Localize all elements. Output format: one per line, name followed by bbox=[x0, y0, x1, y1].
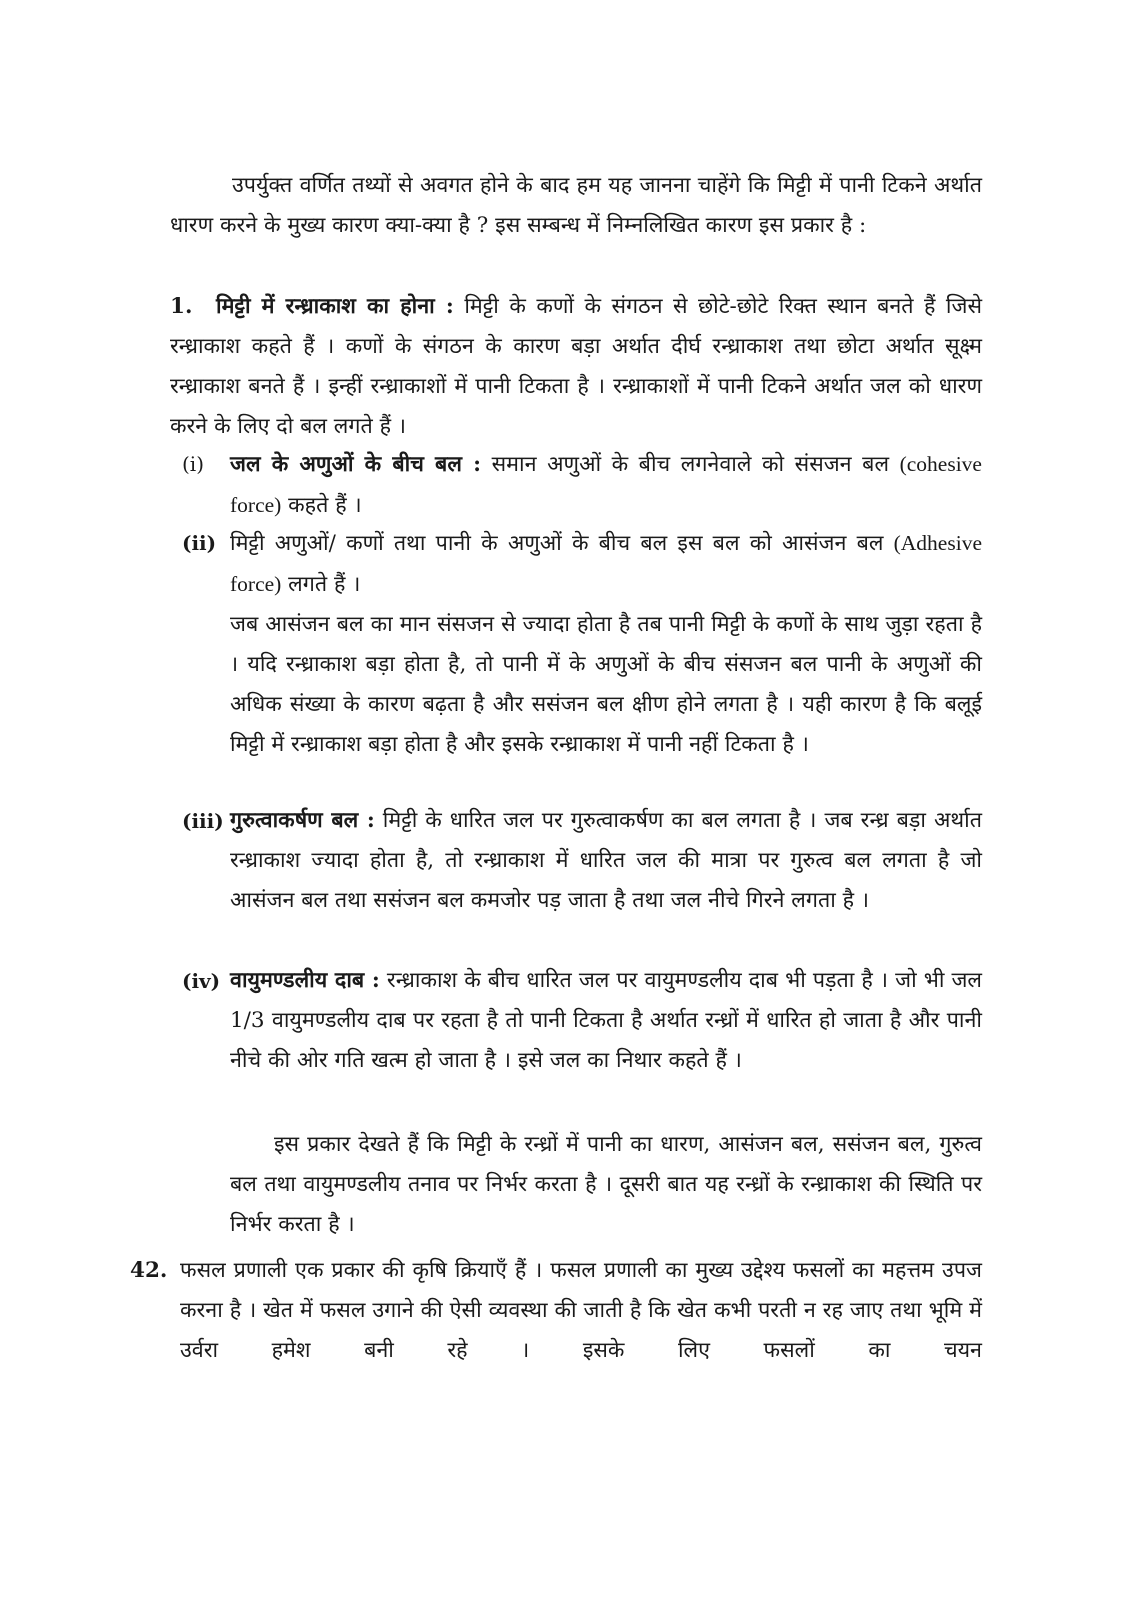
item-ii-paragraph-2: जब आसंजन बल का मान संसजन से ज्यादा होता है तब पानी मिट्टी के कणों के साथ जुड़ा रहता है । यदि रन्ध्राकाश बड़ा होता है, तो पानी में के अणुओं के बीच संसजन बल पानी के अणुओं की अधिक संख्या के कारण बढ़ता है और ससंजन बल क्षीण होने लगता है । यही कारण है कि बलूई मिट्टी में रन्ध्राकाश बड़ा होता है और इसके रन्ध्राकाश में पानी नहीं टिकता है । bbox=[230, 612, 982, 757]
item-ii-label: (ii) bbox=[182, 531, 217, 555]
item-iv-text: रन्ध्राकाश के बीच धारित जल पर वायुमण्डलीय दाब भी पड़ता है । जो भी जल 1/3 वायुमण्डलीय दाब पर रहता है तो पानी टिकता है अर्थात रन्ध्रों में धारित हो जाता है और पानी नीचे की ओर गति खत्म हो जाता है । इसे जल का निथार कहते हैं । bbox=[230, 968, 982, 1073]
item-i-text: समान अणुओं के बीच लगनेवाले को संसजन बल bbox=[491, 452, 890, 477]
item-iii-body bbox=[230, 801, 982, 921]
item-i-english: (cohesive force) bbox=[230, 452, 982, 517]
intro-paragraph: उपर्युक्त वर्णित तथ्यों से अवगत होने के बाद हम यह जानना चाहेंगे कि मिट्टी में पानी टिकने अर्थात धारण करने के मुख्य कारण क्या-क्या है ? इस सम्बन्ध में निम्नलिखित कारण इस प्रकार है : bbox=[170, 173, 982, 238]
item-ii-text: मिट्टी अणुओं/ कणों तथा पानी के अणुओं के बीच बल इस बल को आसंजन बल bbox=[230, 531, 884, 556]
section-1-text: मिट्टी के कणों के संगठन से छोटे-छोटे रिक्त स्थान बनते हैं जिसे रन्ध्राकाश कहते हैं । कणों के संगठन के कारण बड़ा अर्थात दीर्घ रन्ध्राकाश तथा छोटा अर्थात सूक्ष्म रन्ध्राकाश बनते हैं । इन्हीं रन्ध्राकाशों में पानी टिकता है । रन्ध्राकाशों में पानी टिकने अर्थात जल को धारण करने के लिए दो बल लगते हैं । bbox=[170, 294, 982, 439]
item-iii-label: (iii) bbox=[182, 809, 224, 833]
item-i-text-end: कहते हैं । bbox=[288, 493, 362, 518]
section-1-paragraph bbox=[170, 287, 982, 447]
item-iv-paragraph-2: इस प्रकार देखते हैं कि मिट्टी के रन्ध्रों में पानी का धारण, आसंजन बल, ससंजन बल, गुरुत्व बल तथा वायुमण्डलीय तनाव पर निर्भर करता है । दूसरी बात यह रन्ध्रों के रन्ध्राकाश की स्थिति पर निर्भर करता है । bbox=[230, 1132, 982, 1237]
item-i-body bbox=[230, 444, 982, 526]
item-i-label: (i) bbox=[182, 452, 205, 476]
section-1-heading: मिट्टी में रन्ध्राकाश का होना : bbox=[216, 294, 454, 319]
item-iv-label: (iv) bbox=[182, 969, 221, 993]
item-iii-heading: गुरुत्वाकर्षण बल : bbox=[230, 808, 375, 833]
question-42-text: फसल प्रणाली एक प्रकार की कृषि क्रियाएँ हैं । फसल प्रणाली का मुख्य उद्देश्य फसलों का महत्तम उपज करना है । खेत में फसल उगाने की ऐसी व्यवस्था की जाती है कि खेत कभी परती न रह जाए तथा भूमि में उर्वरा हमेश बनी रहे । इसके लिए फसलों का चयन bbox=[180, 1258, 982, 1363]
item-iii-text: मिट्टी के धारित जल पर गुरुत्वाकर्षण का बल लगता है । जब रन्ध्र बड़ा अर्थात रन्ध्राकाश ज्यादा होता है, तो रन्ध्राकाश में धारित जल की मात्रा पर गुरुत्व बल लगता है जो आसंजन बल तथा ससंजन बल कमजोर पड़ जाता है तथा जल नीचे गिरने लगता है । bbox=[230, 808, 982, 913]
item-i-heading: जल के अणुओं के बीच बल : bbox=[230, 452, 482, 477]
item-iv-body bbox=[230, 961, 982, 1081]
item-ii-english: (Adhesive force) bbox=[230, 531, 982, 596]
question-42-number: 42. bbox=[130, 1258, 168, 1283]
item-ii-text-end: लगते हैं । bbox=[288, 572, 361, 597]
section-1-number: 1. bbox=[170, 294, 193, 319]
item-iv-heading: वायुमण्डलीय दाब : bbox=[230, 968, 380, 993]
item-ii-body bbox=[230, 523, 982, 605]
